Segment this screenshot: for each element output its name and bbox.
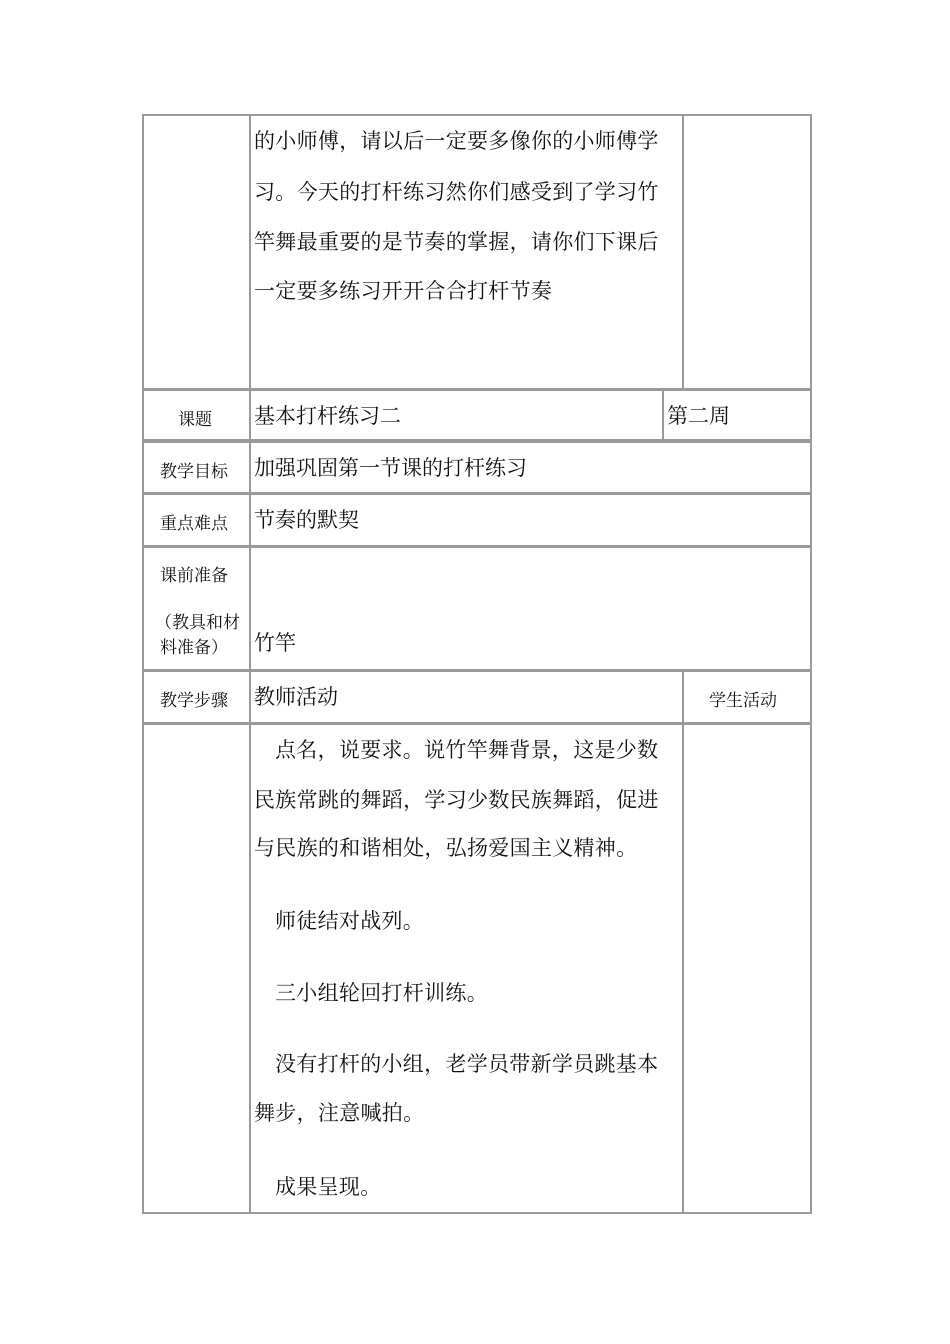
divider [249, 723, 251, 1214]
topic-label: 课题 [178, 410, 212, 430]
focus-value: 节奏的默契 [254, 508, 359, 532]
divider [682, 670, 684, 724]
divider [249, 493, 251, 547]
divider [662, 389, 664, 441]
activity-line: 民族常跳的舞蹈，学习少数民族舞蹈，促进 [254, 788, 659, 812]
activity-line: 成果呈现。 [275, 1175, 382, 1199]
divider [249, 546, 251, 671]
focus-row [142, 493, 812, 547]
divider [682, 114, 684, 390]
divider [249, 670, 251, 724]
goal-value: 加强巩固第一节课的打杆练习 [254, 456, 527, 480]
prep-row [142, 546, 812, 671]
goal-label: 教学目标 [160, 462, 228, 482]
activity-line: 三小组轮回打杆训练。 [275, 981, 488, 1005]
divider [249, 389, 251, 441]
student-activity-header: 学生活动 [709, 691, 777, 711]
activity-line: 舞步，注意喊拍。 [254, 1101, 425, 1125]
divider [249, 441, 251, 494]
continuation-line: 竿舞最重要的是节奏的掌握，请你们下课后 [254, 230, 659, 254]
prep-label-note: 料准备） [160, 638, 228, 658]
activity-line: 师徒结对战列。 [275, 909, 425, 933]
prep-value: 竹竿 [254, 631, 296, 655]
activity-line: 没有打杆的小组，老学员带新学员跳基本 [275, 1052, 659, 1076]
focus-label: 重点难点 [160, 514, 228, 534]
prep-label-note: （教具和材 [155, 613, 240, 633]
week-value: 第二周 [667, 404, 730, 428]
continuation-line: 习。今天的打杆练习然你们感受到了学习竹 [254, 180, 659, 204]
activity-line: 与民族的和谐相处，弘扬爱国主义精神。 [254, 836, 638, 860]
prep-label: 课前准备 [160, 566, 228, 586]
divider [249, 114, 251, 390]
steps-label: 教学步骤 [160, 691, 228, 711]
continuation-line: 的小师傅，请以后一定要多像你的小师傅学 [254, 129, 659, 153]
activity-line: 点名，说要求。说竹竿舞背景，这是少数 [275, 738, 659, 762]
topic-value: 基本打杆练习二 [254, 404, 401, 428]
teacher-activity-header: 教师活动 [254, 685, 338, 709]
divider [682, 723, 684, 1214]
continuation-line: 一定要多练习开开合合打杆节奏 [254, 279, 553, 303]
